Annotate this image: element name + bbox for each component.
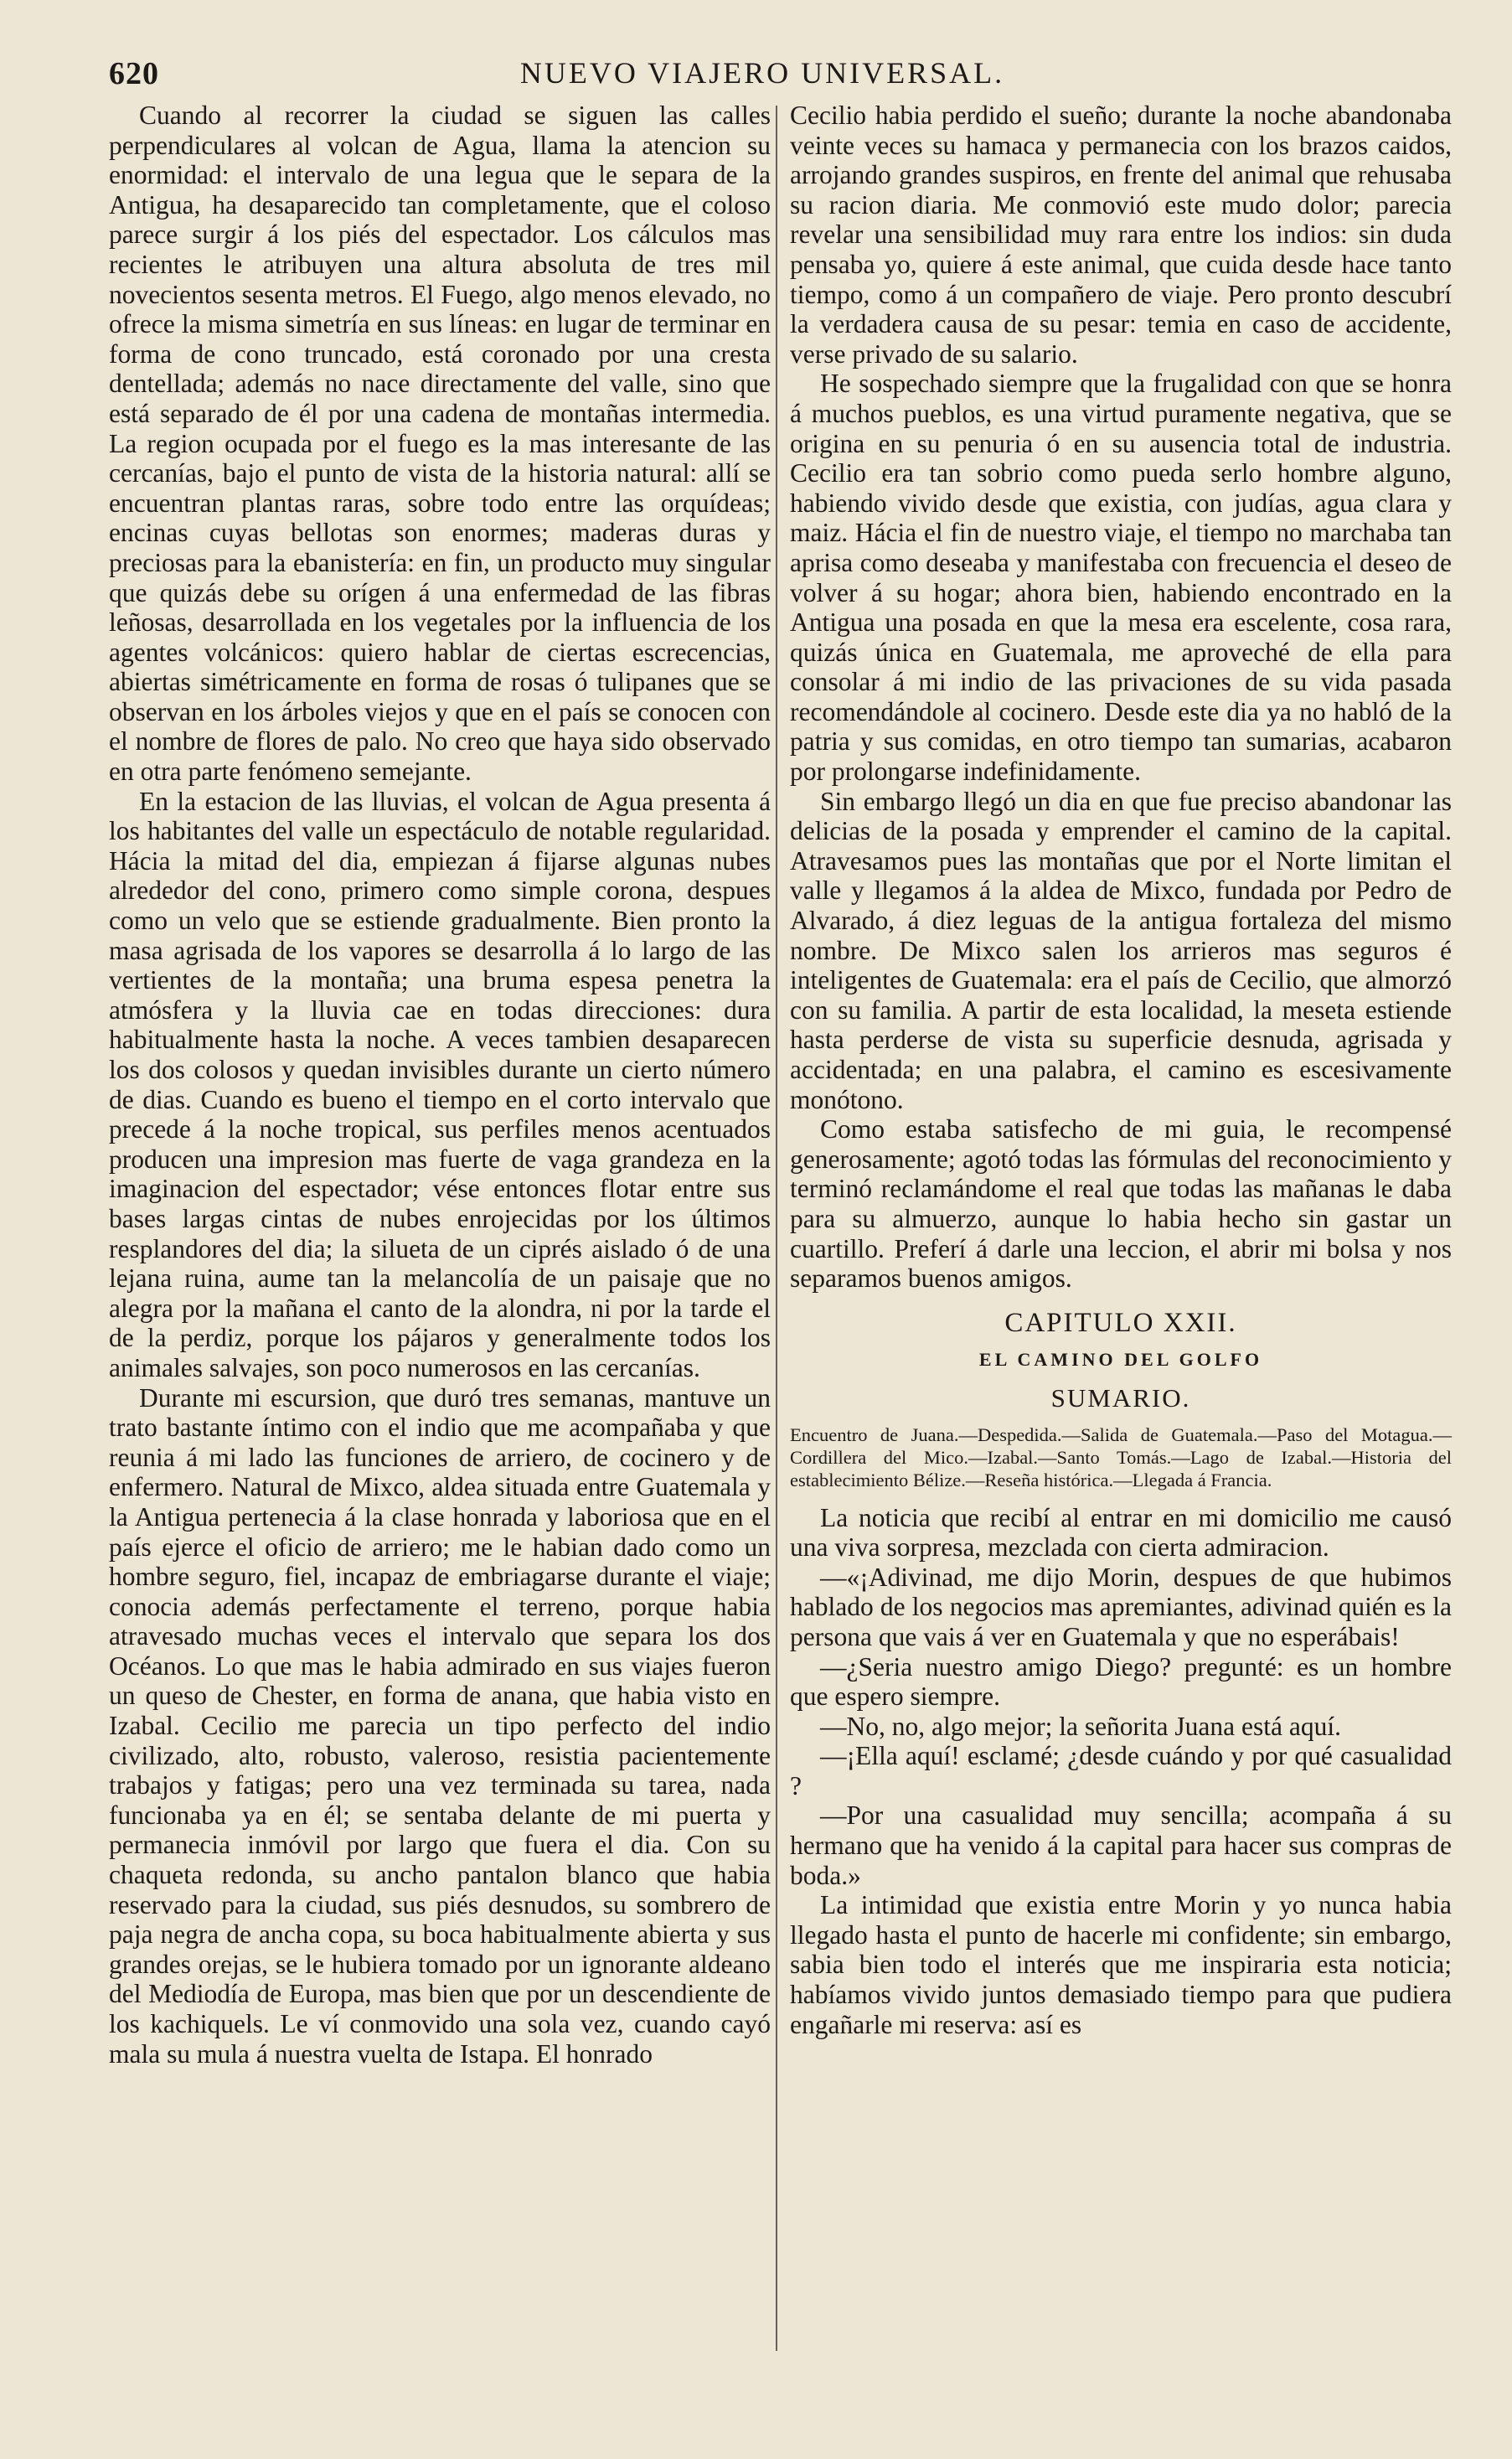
column-divider [776,106,777,2351]
chapter-subtitle: EL CAMINO DEL GOLFO [978,1349,1263,1371]
paragraph: —No, no, algo mejor; la señorita Juana está aquí. [820,1711,1341,1741]
paragraph: La noticia que recibí al entrar en mi domicilio me causó una viva sorpresa, mezclada con cierta admiracion. [790,1502,1452,1563]
left-column [109,101,771,2069]
paragraph: Sin embargo llegó un dia en que fue preciso abandonar las delicias de la posada y emprender el camino de la capital. Atravesamos pues las montañas que por el Norte limitan el valle y llegamos á la aldea de Mixco, fundada por Pedro de Alvarado, á diez leguas de la antigua fortaleza del mismo nombre. De Mixco salen los arrieros mas seguros é inteligentes de Guatemala: era el país de Cecilio, que almorzó con su familia. A partir de esta localidad, la meseta estiende hasta perderse de vista su superficie desnuda, agrisada y accidentada; en una palabra, el camino es escesivamente monótono. [790,786,1452,1114]
paragraph: Cuando al recorrer la ciudad se siguen las calles perpendiculares al volcan de Agua, llama la atencion su enormidad: el intervalo de una legua que le separa de la Antigua, ha desaparecido tan completamente, que el coloso parece surgir á los piés del espectador. Los cálculos mas recientes le atribuyen una altura absoluta de tres mil novecientos sesenta metros. El Fuego, algo menos elevado, no ofrece la misma simetría en sus líneas: en lugar de terminar en forma de cono truncado, está coronado por una cresta dentellada; además no nace directamente del valle, sino que está separado de él por una cadena de montañas intermedia. La region ocupada por el fuego es la mas interesante de las cercanías, bajo el punto de vista de la historia natural: allí se encuentran plantas raras, sobre todo entre las orquídeas; encinas cuyas bellotas son enormes; maderas duras y preciosas para la ebanistería: en fin, un producto muy singular que quizás debe su orígen á una enfermedad de las fibras leñosas, desarrollada en los vegetales por la influencia de los agentes volcánicos: quiero hablar de ciertas escrecencias, abiertas simétricamente en forma de rosas ó tulipanes que se observan en los árboles viejos y que en el país se conocen con el nombre de flores de palo. No creo que haya sido observado en otra parte fenómeno semejante. [109,101,771,787]
paragraph: La intimidad que existia entre Morin y yo nunca habia llegado hasta el punto de hacerle mi confidente; sin embargo, sabia bien todo el interés que me inspiraria esta noticia; habíamos vivido juntos demasiado tiempo para que pudiera engañarle mi reserva: así es [790,1890,1452,2039]
summary-title: SUMARIO. [1050,1382,1191,1413]
chapter-title: CAPITULO XXII. [1004,1307,1237,1338]
paragraph: —¡Ella aquí! esclamé; ¿desde cuándo y por qué casualidad ? [790,1741,1452,1800]
paragraph: —¿Seria nuestro amigo Diego? pregunté: es un hombre que espero siempre. [790,1651,1452,1712]
page-header [109,55,1416,94]
paragraph: En la estacion de las lluvias, el volcan de Agua presenta á los habitantes del valle un espectáculo de notable regularidad. Hácia la mitad del dia, empiezan á fijarse algunas nubes alrededor del cono, primero como simple corona, despues como un velo que se estiende gradualmente. Bien pronto la masa agrisada de los vapores se desarrolla á lo largo de las vertientes de la montaña; una bruma espesa penetra la atmósfera y la lluvia cae en todas direcciones: dura habitualmente hasta la noche. A veces tambien desaparecen los dos colosos y quedan invisibles durante un cierto número de dias. Cuando es bueno el tiempo en el corto intervalo que precede á la noche tropical, sus perfiles menos acentuados producen una impresion mas fuerte de vaga grandeza en la imaginacion del espectador; vése entonces flotar entre sus bases largas cintas de nubes enrojecidas por los últimos resplandores del dia; la silueta de un ciprés aislado ó de una lejana ruina, aume tan la melancolía de un paisaje que no alegra por la mañana el canto de la alondra, ni por la tarde el de la perdiz, porque los pájaros y generalmente todos los animales salvajes, son poco numerosos en las cercanías. [109,786,771,1382]
paragraph: He sospechado siempre que la frugalidad con que se honra á muchos pueblos, es una virtud puramente negativa, que se origina en su penuria ó en su ausencia total de industria. Cecilio era tan sobrio como pueda serlo hombre alguno, habiendo vivido desde que existia, con judías, agua clara y maiz. Hácia el fin de nuestro viaje, el tiempo no marchaba tan aprisa como deseaba y manifestaba con frecuencia el deseo de volver á su hogar; ahora bien, habiendo encontrado en la Antigua una posada en que la mesa era escelente, cosa rara, quizás única en Guatemala, me aproveché de ella para consolar á mi indio de las privaciones de su vida pasada recomendándole al cocinero. Desde este dia ya no habló de la patria y sus comidas, en otro tiempo tan sumarias, acabaron por prolongarse indefinidamente. [790,369,1452,787]
running-title: NUEVO VIAJERO UNIVERSAL. [519,56,1005,90]
page-number: 620 [109,56,159,91]
paragraph-continuation: Cecilio habia perdido el sueño; durante la noche abandonaba veinte veces su hamaca y permanecia con los brazos caidos, arrojando grandes suspiros, en frente del animal que rehusaba su racion diaria. Me conmovió este mudo dolor; parecia revelar una sensibilidad muy rara entre los indios: sin duda pensaba yo, quiere á este animal, que cuida desde hace tanto tiempo, como á un compañero de viaje. Pero pronto descubrí la verdadera causa de su pesar: temia en caso de accidente, verse privado de su salario. [790,101,1452,369]
right-column [790,101,1452,2039]
paragraph: —«¡Adivinad, me dijo Morin, despues de que hubimos hablado de los negocios mas apremiantes, adivinad quién es la persona que vais á ver en Guatemala y que no esperábais! [790,1562,1452,1651]
paragraph: —Por una casualidad muy sencilla; acompaña á su hermano que ha venido á la capital para hacer sus compras de boda.» [790,1800,1452,1890]
chapter-summary: Encuentro de Juana.—Despedida.—Salida de Guatemala.—Paso del Motagua.—Cordillera del Mico.—Izabal.—Santo Tomás.—Lago de Izabal.—Historia del establecimiento Bélize.—Reseña histórica.—Llegada á Francia. [790,1423,1452,1490]
paragraph: Durante mi escursion, que duró tres semanas, mantuve un trato bastante íntimo con el indio que me acompañaba y que reunia á mi lado las funciones de arriero, de cocinero y de enfermero. Natural de Mixco, aldea situada entre Guatemala y la Antigua pertenecia á la clase honrada y laboriosa que en el país ejerce el oficio de arriero; me le habian dado como un hombre seguro, fiel, incapaz de embriagarse durante el viaje; conocia además perfectamente el terreno, porque habia atravesado muchas veces el intervalo que separa los dos Océanos. Lo que mas le habia admirado en sus viajes fueron un queso de Chester, en forma de anana, que habia visto en Izabal. Cecilio me parecia un tipo perfecto del indio civilizado, alto, robusto, valeroso, resistia pacientemente trabajos y fatigas; pero una vez terminada su tarea, nada funcionaba ya en él; se sentaba delante de mi puerta y permanecia inmóvil por largo que fuera el dia. Con su chaqueta redonda, su ancho pantalon blanco que habia reservado para la ciudad, sus piés desnudos, su sombrero de paja negra de ancha copa, su boca habitualmente abierta y sus grandes orejas, se le hubiera tomado por un ignorante aldeano del Mediodía de Europa, mas bien que por un descendiente de los kachiquels. Le ví conmovido una sola vez, cuando cayó mala su mula á nuestra vuelta de Istapa. El honrado [109,1382,771,2069]
paragraph: Como estaba satisfecho de mi guia, le recompensé generosamente; agotó todas las fórmulas del reconocimiento y terminó reclamándome el real que todas las mañanas le daba para su almuerzo, aunque lo habia hecho sin gastar un cuartillo. Preferí á darle una leccion, el abrir mi bolsa y nos separamos buenos amigos. [790,1114,1452,1294]
